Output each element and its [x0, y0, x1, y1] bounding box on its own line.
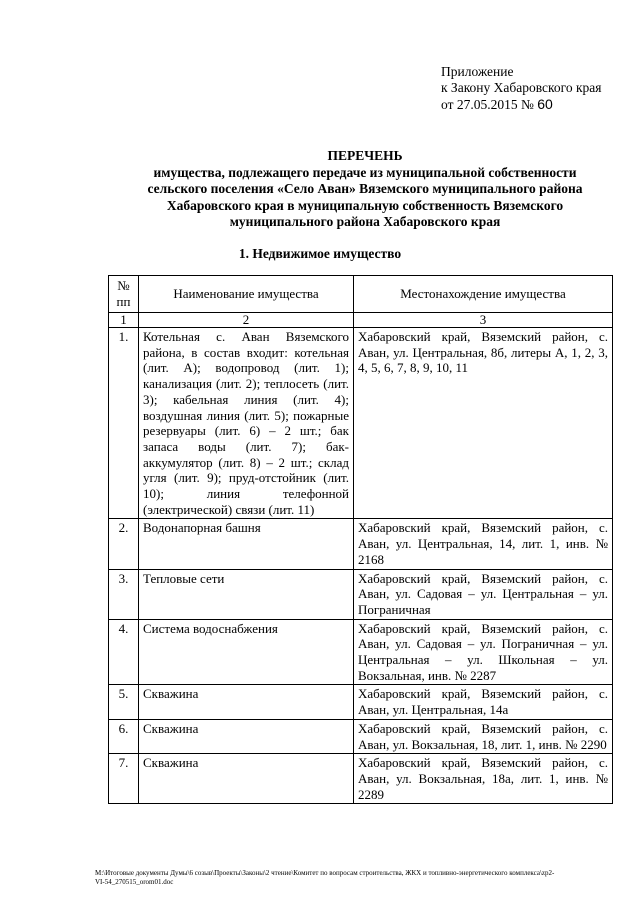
row-number: 5. [109, 685, 139, 719]
row-name: Скважина [139, 685, 354, 719]
row-location: Хабаровский край, Вяземский район, с. Аван, ул. Центральная, 8б, литеры А, 1, 2, 3, 4, 5, 6, 7, 8, 9, 10, 11 [354, 328, 613, 519]
row-number: 2. [109, 519, 139, 569]
row-name: Система водоснабжения [139, 619, 354, 685]
row-name: Тепловые сети [139, 569, 354, 619]
row-location: Хабаровский край, Вяземский район, с. Аван, ул. Вокзальная, 18, лит. 1, инв. № 2290 [354, 719, 613, 753]
title-line-3: сельского поселения «Село Аван» Вяземского муниципального района [147, 181, 583, 196]
appendix-date: от 27.05.2015 № [441, 97, 534, 112]
property-table [108, 275, 613, 804]
row-name: Котельная с. Аван Вяземского района, в состав входит: котельная (лит. А); водопровод (лит. 1); канализация (лит. 2); теплосеть (лит. 3); кабельная линия (лит. 4); воздушная линия (лит. 5); пожарные резервуары (лит. 6) – 2 шт.; бак запаса воды (лит. 7); бак-аккумулятор (лит. 8) – 2 шт.; склад угля (лит. 9); пруд-отстойник (лит. 10); линия телефонной (электрической) связи (лит. 11) [139, 328, 354, 519]
row-location: Хабаровский край, Вяземский район, с. Аван, ул. Садовая – ул. Центральная – ул. Пограничная [354, 569, 613, 619]
appendix-number: 60 [537, 96, 553, 112]
title-line-2: имущества, подлежащего передаче из муниципальной собственности [153, 164, 577, 180]
row-number: 7. [109, 754, 139, 804]
row-location: Хабаровский край, Вяземский район, с. Аван, ул. Центральная, 14, лит. 1, инв. № 2168 [354, 519, 613, 569]
header-name: Наименование имущества [139, 276, 354, 313]
appendix-line-1: Приложение [441, 64, 514, 79]
table-row [109, 519, 613, 569]
row-location: Хабаровский край, Вяземский район, с. Аван, ул. Центральная, 14а [354, 685, 613, 719]
appendix-line-2: к Закону Хабаровского края [441, 80, 602, 95]
column-number: 1 [109, 313, 139, 328]
footer-line-1: M:\Итоговые документы Думы\6 созыв\Проекты\Законы\2 чтение\Комитет по вопросам строительства, ЖКХ и топливно-энергетического комплекса\zp2- [95, 869, 555, 877]
row-number: 4. [109, 619, 139, 685]
section-heading: 1. Недвижимое имущество [238, 246, 402, 261]
row-number: 6. [109, 719, 139, 753]
row-location: Хабаровский край, Вяземский район, с. Аван, ул. Вокзальная, 18а, лит. 1, инв. № 2289 [354, 754, 613, 804]
title-line-4: Хабаровского края в муниципальную собственность Вяземского [166, 197, 564, 213]
table-header-row [109, 276, 613, 313]
table-row [109, 685, 613, 719]
row-name: Водонапорная башня [139, 519, 354, 569]
title-line-5: муниципального района Хабаровского края [229, 214, 501, 229]
header-location: Местонахождение имущества [354, 276, 613, 313]
column-number-row [109, 313, 613, 328]
table-row [109, 719, 613, 753]
row-name: Скважина [139, 754, 354, 804]
file-path-footer [95, 869, 635, 887]
table-row [109, 328, 613, 519]
row-number: 3. [109, 569, 139, 619]
title-line-1: ПЕРЕЧЕНЬ [327, 148, 403, 163]
table-row [109, 754, 613, 804]
appendix-note [441, 64, 602, 113]
document-title [95, 148, 635, 231]
table-row [109, 619, 613, 685]
column-number: 2 [139, 313, 354, 328]
row-location: Хабаровский край, Вяземский район, с. Аван, ул. Садовая – ул. Пограничная – ул. Центральная – ул. Школьная – ул. Вокзальная, инв. № 2287 [354, 619, 613, 685]
row-number: 1. [109, 328, 139, 519]
appendix-line-3 [441, 96, 602, 113]
header-number: № пп [109, 276, 139, 313]
footer-line-2: VI-54_270515_orom01.doc [95, 878, 174, 886]
table-row [109, 569, 613, 619]
row-name: Скважина [139, 719, 354, 753]
column-number: 3 [354, 313, 613, 328]
